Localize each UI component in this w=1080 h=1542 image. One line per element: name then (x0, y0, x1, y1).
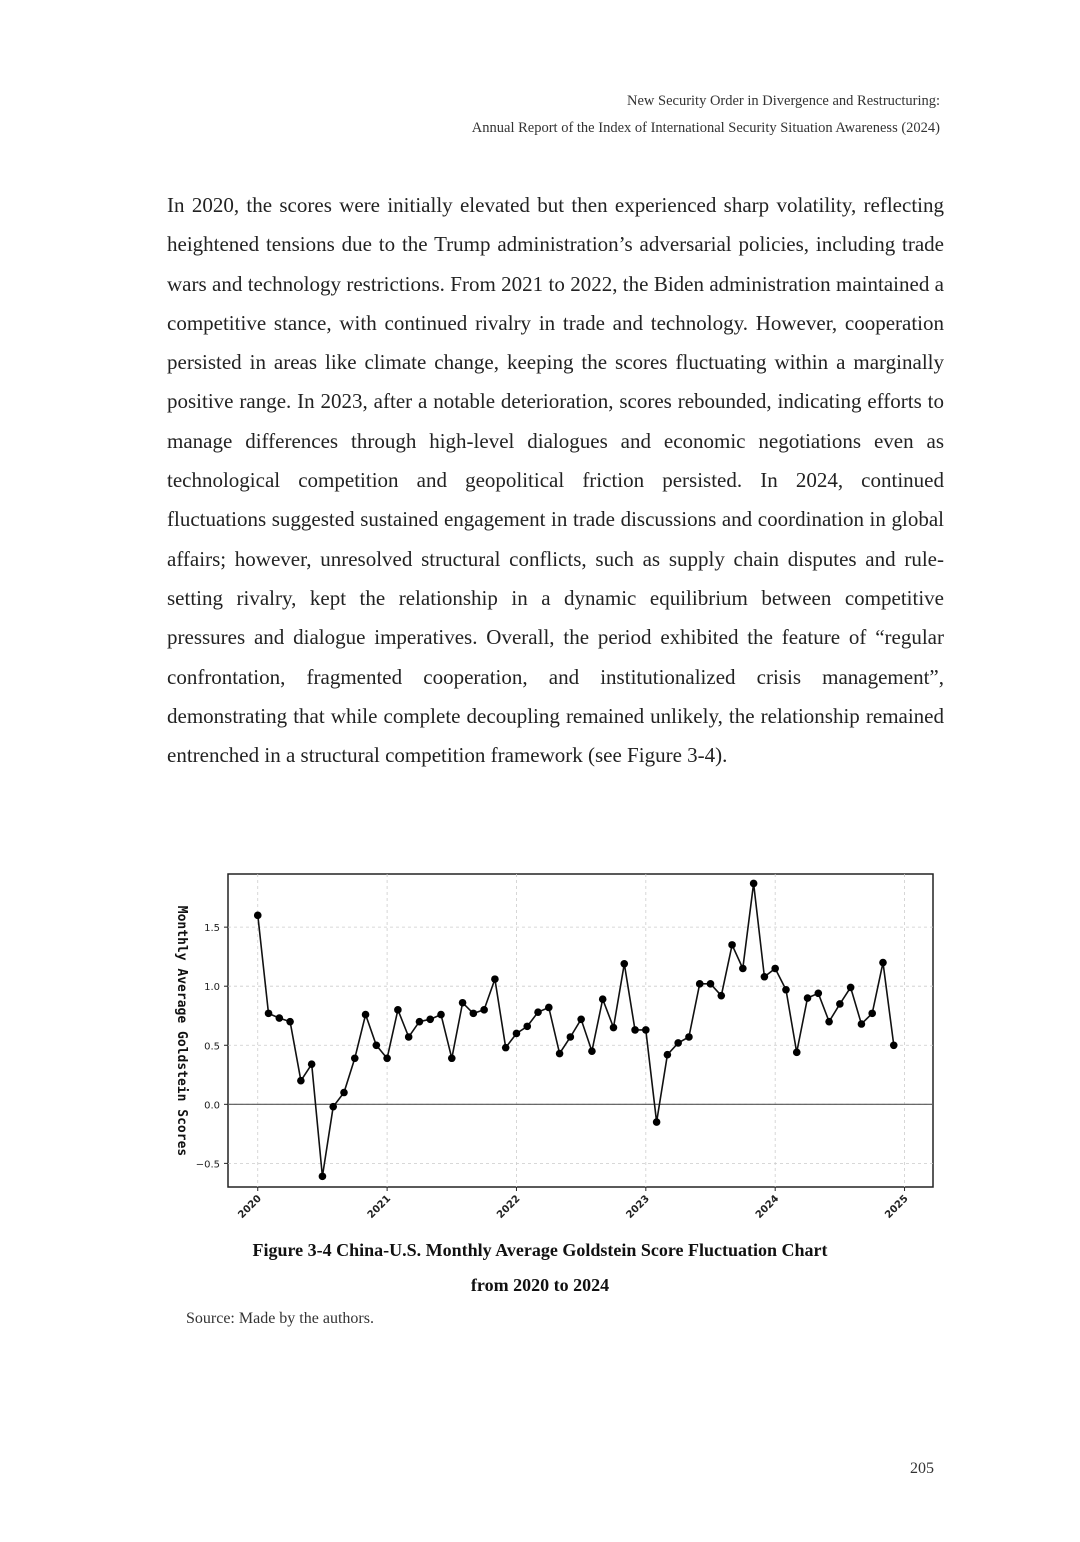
data-point (286, 1018, 294, 1026)
y-axis-label: Monthly Average Goldstein Scores (174, 905, 189, 1157)
data-point (620, 960, 628, 968)
y-tick-label: −0.5 (195, 1159, 220, 1171)
data-point (642, 1026, 650, 1034)
x-tick-label: 2021 (365, 1193, 394, 1221)
y-tick-label: 1.0 (204, 982, 220, 994)
figure-caption-line2: from 2020 to 2024 (470, 1275, 610, 1295)
data-point (502, 1044, 510, 1052)
y-tick-label: 0.5 (204, 1041, 220, 1053)
data-point (610, 1024, 618, 1032)
data-point (556, 1050, 564, 1058)
running-header-line1: New Security Order in Divergence and Restructuring: (627, 93, 940, 109)
data-point (319, 1173, 327, 1181)
y-tick-label: 0.0 (204, 1100, 220, 1112)
x-tick-label: 2025 (883, 1193, 911, 1221)
data-point (362, 1011, 370, 1019)
data-point (416, 1018, 424, 1026)
data-point (405, 1033, 413, 1041)
x-tick-label: 2023 (624, 1193, 652, 1221)
data-point (868, 1010, 876, 1018)
data-point (782, 986, 790, 994)
data-point (534, 1008, 542, 1016)
data-point (653, 1118, 661, 1126)
data-point (297, 1077, 305, 1085)
data-point (340, 1089, 348, 1097)
data-point (815, 989, 823, 997)
data-point (771, 965, 779, 973)
data-point (254, 912, 262, 920)
data-point (685, 1033, 693, 1041)
data-point (426, 1015, 434, 1023)
data-point (674, 1039, 682, 1047)
data-point (567, 1033, 575, 1041)
data-point (739, 965, 747, 973)
x-tick-label: 2022 (495, 1193, 523, 1221)
data-point (513, 1030, 521, 1038)
data-point (491, 975, 499, 983)
data-point (825, 1018, 833, 1026)
running-header-line2: Annual Report of the Index of International Security Situation Awareness (2024) (471, 120, 940, 136)
data-point (448, 1054, 456, 1062)
plot-frame (228, 874, 933, 1187)
data-point (588, 1047, 596, 1055)
data-point (265, 1010, 273, 1018)
figure-caption-line1: Figure 3-4 China-U.S. Monthly Average Goldstein Score Fluctuation Chart (252, 1240, 828, 1260)
data-point (383, 1054, 391, 1062)
figure-source: Source: Made by the authors. (186, 1310, 374, 1327)
goldstein-line-chart (160, 860, 950, 1235)
data-point (351, 1054, 359, 1062)
data-point (750, 880, 758, 888)
data-point (631, 1026, 639, 1034)
data-point (373, 1041, 381, 1049)
data-point (577, 1015, 585, 1023)
data-point (858, 1020, 866, 1028)
data-point (459, 999, 467, 1007)
data-point (480, 1006, 488, 1014)
data-point (890, 1041, 898, 1049)
data-point (804, 994, 812, 1002)
y-tick-label: 1.5 (204, 923, 220, 935)
data-point (761, 973, 769, 981)
data-point (879, 959, 887, 967)
data-point (836, 1000, 844, 1008)
data-point (329, 1103, 337, 1111)
data-point (728, 941, 736, 949)
data-point (394, 1006, 402, 1014)
page-number: 205 (910, 1460, 934, 1477)
data-point (599, 995, 607, 1003)
data-point (545, 1004, 553, 1012)
data-point (717, 992, 725, 1000)
data-point (523, 1023, 531, 1031)
data-point (308, 1060, 316, 1068)
data-point (793, 1049, 801, 1057)
x-tick-label: 2024 (753, 1193, 782, 1221)
data-point (664, 1051, 672, 1059)
body-paragraph: In 2020, the scores were initially elevated but then experienced sharp volatility, reflecting heightened tensions due to the Trump administration’s adversarial policies, including trade wars and technology restrictions. From 2021 to 2022, the Biden administration maintained a competitive stance, with continued rivalry in trade and technology. However, cooperation persisted in areas like climate change, keeping the scores fluctuating within a marginally positive range. In 2023, after a notable deterioration, scores rebounded, indicating efforts to manage differences through high-level dialogues and economic negotiations even as technological competition and geopolitical friction persisted. In 2024, continued fluctuations suggested sustained engagement in trade discussions and coordination in global affairs; however, unresolved structural conflicts, such as supply chain disputes and rule-setting rivalry, kept the relationship in a dynamic equilibrium between competitive pressures and dialogue imperatives. Overall, the period exhibited the feature of “regular confrontation, fragmented cooperation, and institutionalized crisis management”, demonstrating that while complete decoupling remained unlikely, the relationship remained entrenched in a structural competition framework (see Figure 3-4). (167, 193, 944, 768)
data-point (437, 1011, 445, 1019)
data-point (847, 984, 855, 992)
data-point (707, 980, 715, 988)
data-point (470, 1010, 478, 1018)
x-tick-label: 2020 (236, 1193, 264, 1221)
data-point (696, 980, 704, 988)
data-point (276, 1014, 284, 1022)
